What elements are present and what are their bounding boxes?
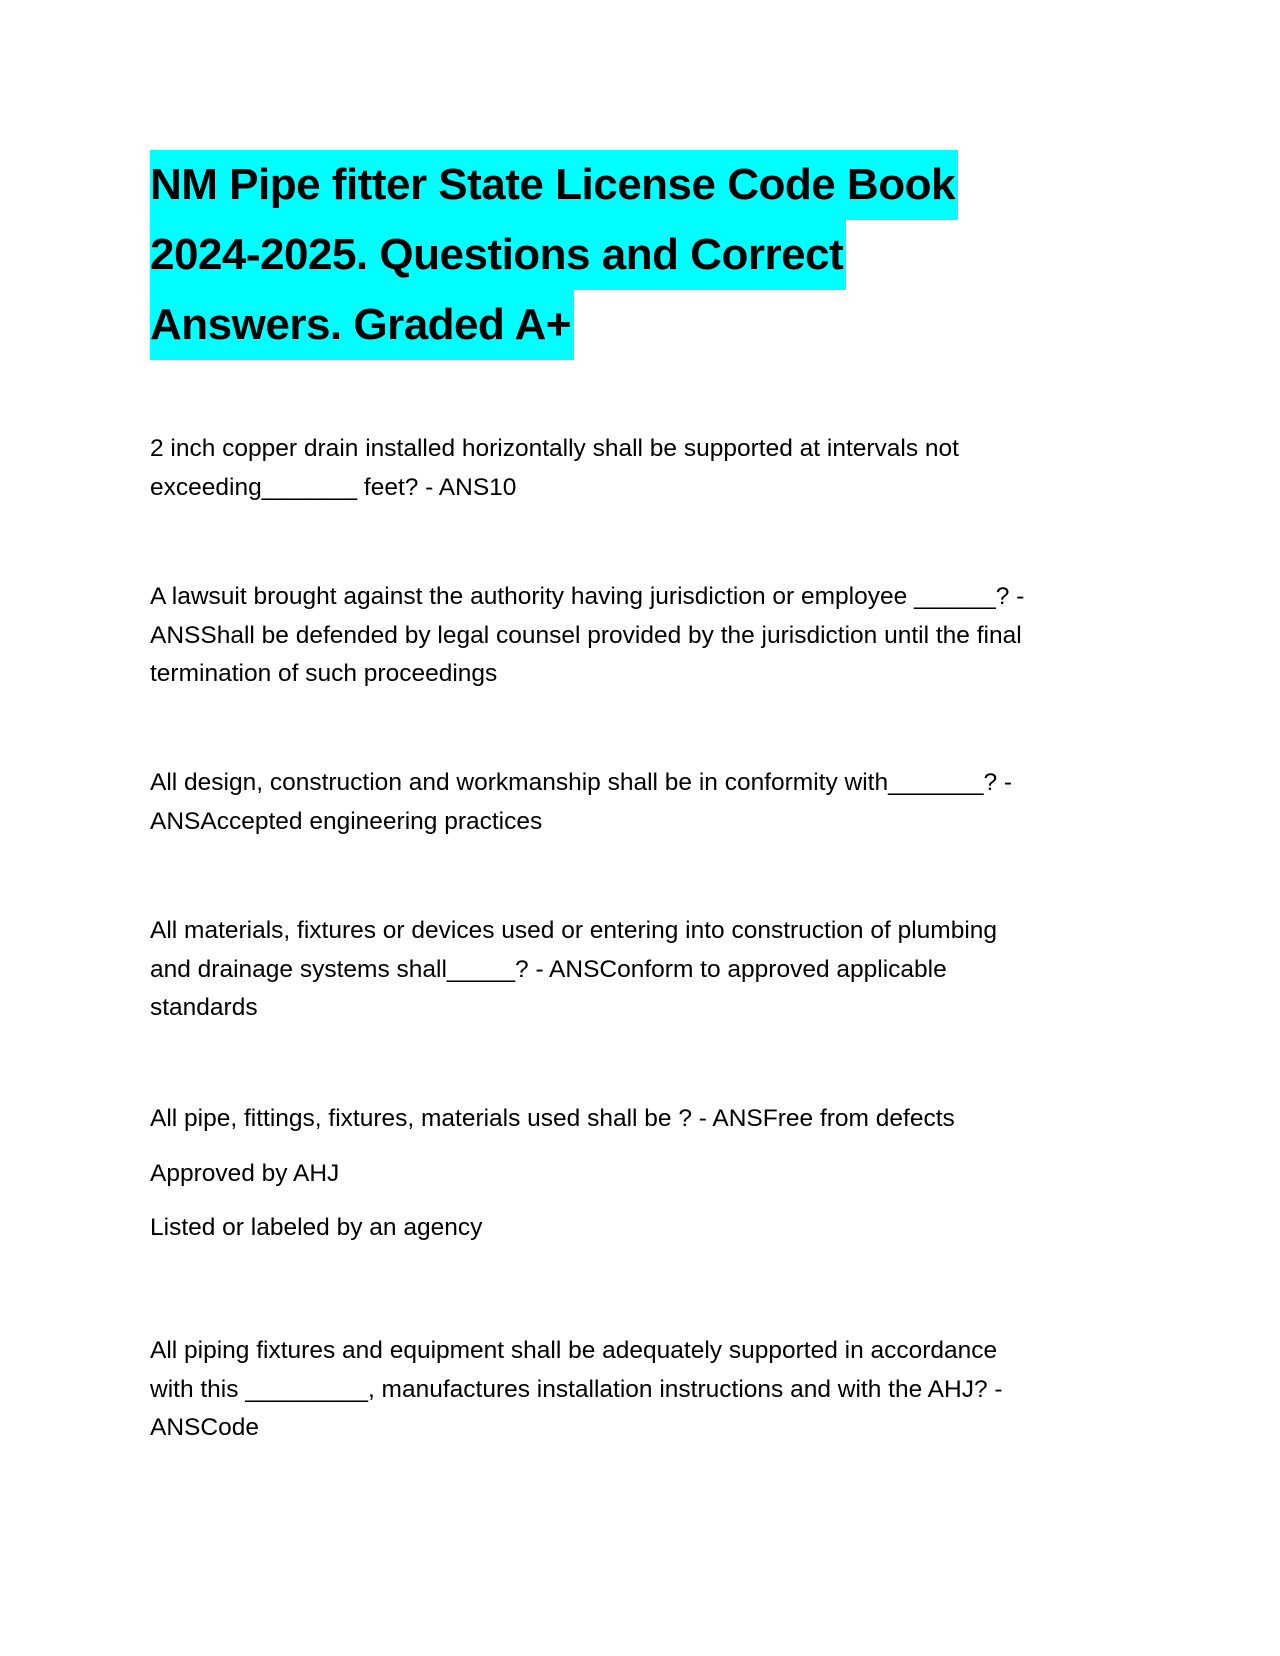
qa-paragraph: All pipe, fittings, fixtures, materials used shall be ? - ANSFree from defects (150, 1105, 955, 1132)
qa-paragraph: Approved by AHJ (150, 1159, 340, 1187)
qa-line: with this _________, manufactures installation instructions and with the AHJ? - (150, 1375, 1003, 1403)
qa-line: ANSShall be defended by legal counsel provided by the jurisdiction until the final (150, 621, 1022, 649)
document-title (150, 150, 1050, 360)
qa-line: exceeding_______ feet? - ANS10 (150, 473, 517, 501)
qa-line: ANSAccepted engineering practices (150, 807, 543, 835)
qa-item-4 (150, 912, 1120, 1028)
qa-line: ANSCode (150, 1414, 259, 1441)
qa-line: standards (150, 994, 258, 1021)
qa-line: All piping fixtures and equipment shall be adequately supported in accordance (150, 1337, 998, 1364)
title-line-2: 2024-2025. Questions and Correct (150, 220, 846, 290)
title-line-1: NM Pipe fitter State License Code Book (150, 150, 958, 220)
qa-line: A lawsuit brought against the authority having jurisdiction or employee ______? - (150, 583, 1025, 610)
qa-line: All materials, fixtures or devices used or entering into construction of plumbing (150, 917, 998, 944)
qa-item-6 (150, 1332, 1120, 1448)
qa-line: and drainage systems shall_____? - ANSConform to approved applicable (150, 955, 947, 983)
title-line-3: Answers. Graded A+ (150, 290, 574, 360)
qa-paragraph: Listed or labeled by an agency (150, 1214, 483, 1241)
qa-line: termination of such proceedings (150, 660, 498, 687)
qa-item-3 (150, 764, 1120, 841)
qa-line: All design, construction and workmanship shall be in conformity with_______? - (150, 769, 1013, 796)
qa-line: 2 inch copper drain installed horizontally shall be supported at intervals not (150, 435, 959, 462)
qa-item-5 (150, 1100, 1120, 1248)
qa-item-1 (150, 430, 1120, 507)
qa-item-2 (150, 578, 1120, 694)
